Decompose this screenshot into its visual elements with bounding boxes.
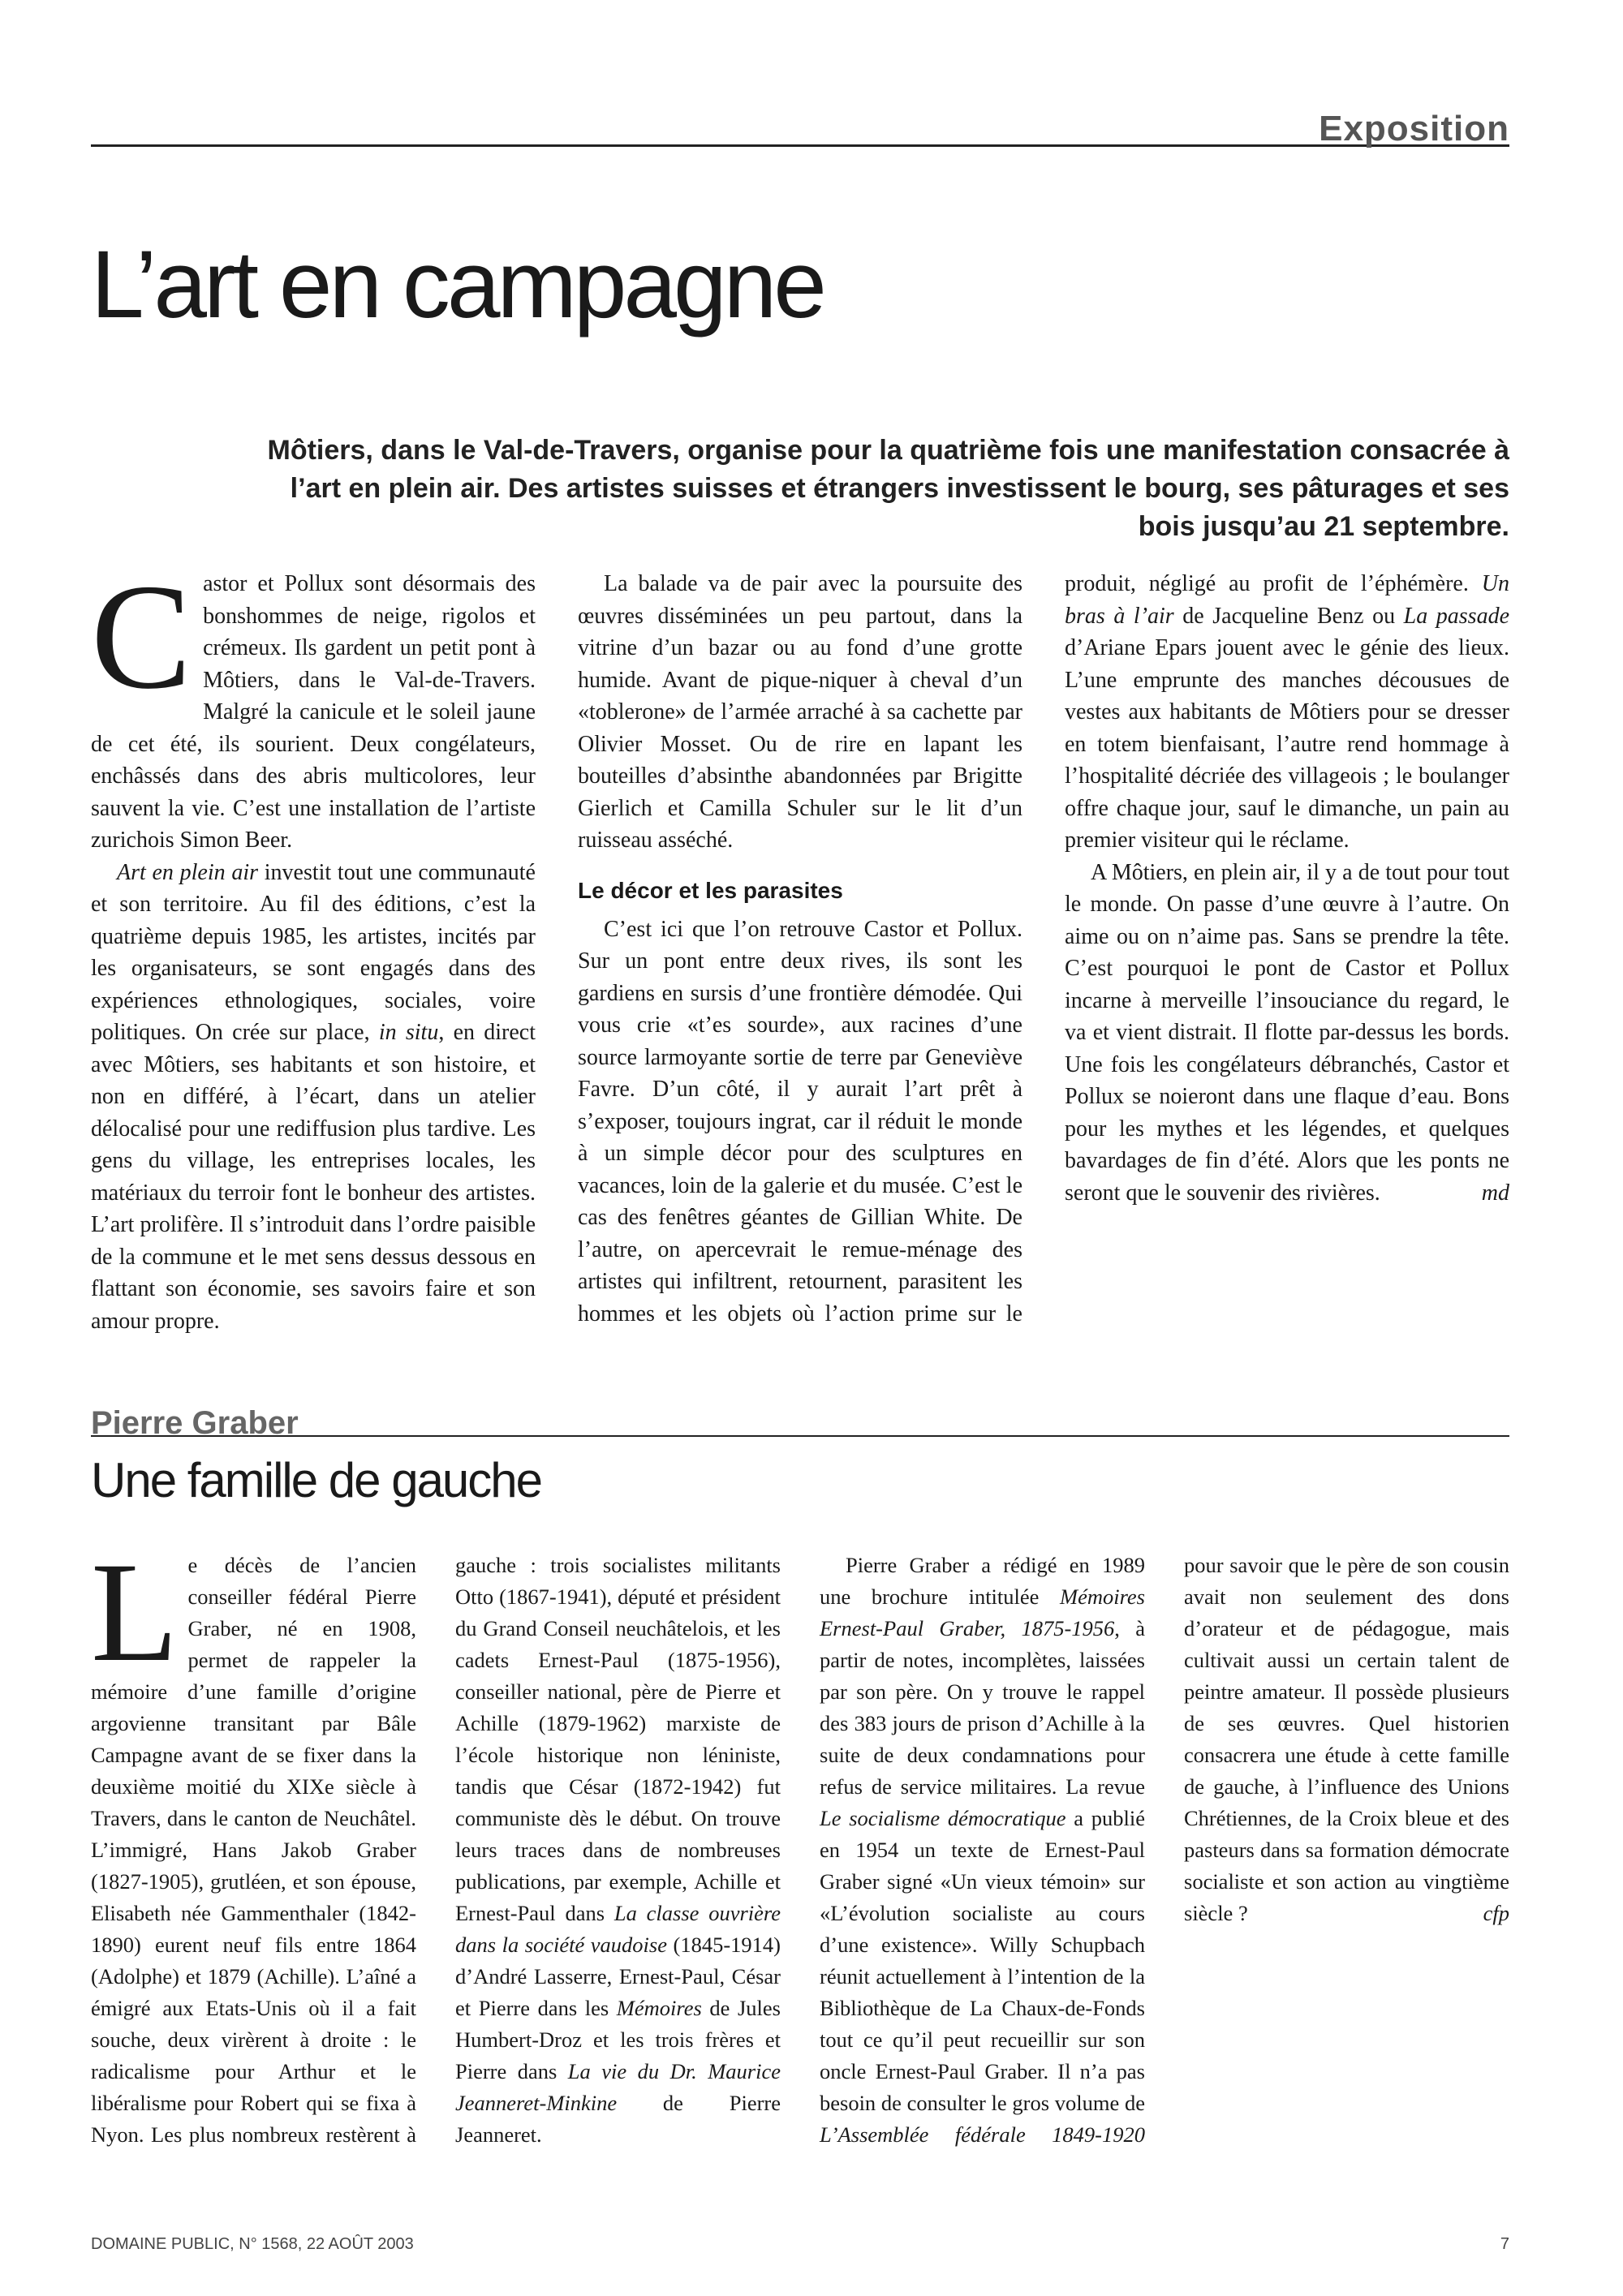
article-title: L’art en campagne bbox=[91, 231, 824, 338]
italic-text: Mémoires bbox=[616, 1996, 702, 2020]
section-header-2 bbox=[91, 1400, 1509, 1441]
paragraph-text: de Jacqueline Benz ou bbox=[1173, 603, 1404, 629]
italic-text: in situ bbox=[378, 1020, 439, 1045]
paragraph bbox=[91, 553, 536, 857]
author-signature: md bbox=[1481, 1180, 1509, 1206]
italic-text: L’Assemblée fédérale 1849-1920 bbox=[820, 2122, 1145, 2147]
section-header bbox=[91, 104, 1509, 147]
paragraph-text: La balade va de pair avec la poursuite des œuvres disséminées un peu partout, dans la vitrine d’un bazar ou au fond d’une grotte humide. Avant de pique-niquer à cheval d’un «toblerone» de l’armée arraché à sa cachette par Olivier Mosset. Ou de rire en lapant les bouteilles d’absinthe abandonnées par Brigitte Gierlich et Camilla Schuler sur le lit d’un ruisseau asséché. bbox=[578, 571, 1022, 853]
paragraph bbox=[1065, 857, 1509, 1210]
section-label: Exposition bbox=[1319, 109, 1509, 148]
paragraph bbox=[820, 1550, 1509, 2174]
section-label-2: Pierre Graber bbox=[91, 1405, 299, 1441]
paragraph-text: A Môtiers, en plein air, il y a de tout pour tout le monde. On passe d’une œuvre à l’autre. On aime ou on n’aime pas. Sans se prendre la tête. C’est pourquoi le pont de Castor et Pollux incarne à merveille l’insouciance du regard, le va et vient distrait. Il flotte par-dessus les bords. Une fois les congélateurs débranchés, Castor et Pollux se noieront dans une flaque d’eau. Bons pour les mythes et les légendes, et quelques bavardages de fin d’été. Alors que les ponts ne seront que le souvenir des rivières. bbox=[1065, 859, 1509, 1206]
paragraph-text: C’est ici que l’on retrouve Castor et Pollux. Sur un pont entre deux rives, ils sont les gardiens en sursis d’une frontière démodée. Qui vous crie «t’es sourde», aux racines d’une source larmoyante sortie de terre par Geneviève Favre. D’un côté, il y aurait l’art prêt à s’exposer, toujours ingrat, car il réduit le monde à un simple décor pour des sculptures en vacances, loin de la galerie et du musée. C’est le cas des fenêtres géantes de Gillian White. De l’autre, on apercevrait le remue-ménage des artistes qui infiltrent, retournent, parasitent les hommes et les objets où l’action prime sur le produit, négligé au profit de l’éphémère. bbox=[578, 571, 1482, 1326]
italic-text: Le socialisme démocratique bbox=[820, 1806, 1066, 1830]
publication-info: DOMAINE PUBLIC, N° 1568, 22 AOÛT 2003 bbox=[91, 2235, 414, 2253]
italic-text: La classe ouvrière dans la société vaudoise bbox=[455, 1901, 781, 1957]
paragraph-text: Pierre Graber a rédigé en 1989 une brochure intitulée bbox=[820, 1553, 1145, 1609]
paragraph-text: , à partir de notes, incomplètes, laissées par son père. On y trouve le rappel des 383 jours de prison d’Achille à la suite de deux condamnations pour refus de service militaires. La revue bbox=[820, 1616, 1146, 1799]
italic-text: La vie du Dr. Maurice Jeanneret-Minkine bbox=[455, 2059, 781, 2115]
italic-text: Un bras à l’air bbox=[1065, 571, 1509, 629]
article-title-2: Une famille de gauche bbox=[91, 1453, 542, 1507]
page-footer bbox=[91, 2235, 1509, 2254]
paragraph-text: , en direct avec Môtiers, ses habitants et son histoire, et non en différé, à l’écart, dans un atelier délocalisé pour une rediffusion plus tardive. Les gens du village, les entreprises locales, les matériaux du terroir font le bonheur des artistes. L’art prolifère. Il s’introduit dans l’ordre paisible de la commune et le met sens dessus dessous en flattant son économie, ses savoirs faire et son amour propre. bbox=[91, 1020, 536, 1334]
paragraph-text: de Pierre Jeanneret. bbox=[455, 2091, 781, 2147]
article-body bbox=[91, 553, 1509, 1355]
paragraph-text: de Jules Humbert-Droz et les trois frères et Pierre dans bbox=[455, 1996, 781, 2083]
dropcap: C bbox=[91, 553, 192, 720]
paragraph-text: investit tout une communauté et son territoire. Au fil des éditions, c’est la quatrième depuis 1985, les artistes, incités par les organisateurs, se sont engagés dans des expériences ethnologiques, sociales, voire politiques. On crée sur place, bbox=[91, 859, 536, 1045]
paragraph-text: a publié en 1954 un texte de Ernest-Paul Graber signé «Un vieux témoin» sur «L’évolution socialiste au cours d’une existence». Willy Schupbach réunit actuellement à l’intention de la Bibliothèque de La Chaux-de-Fonds tout ce qu’il peut recueillir sur son oncle Ernest-Paul Graber. Il n’a pas besoin de consulter le gros volume de bbox=[820, 1806, 1145, 2115]
italic-text: Art en plein air bbox=[117, 859, 259, 885]
paragraph-text: d’Ariane Epars jouent avec le génie des lieux. L’une emprunte des manches décousues de vestes aux habitants de Môtiers pour se dresser en totem bienfaisant, l’autre rend hommage à l’hospitalité décriée des villageois ; le boulanger offre chaque jour, sauf le dimanche, un pain au premier visiteur qui le réclame. bbox=[1065, 635, 1509, 853]
italic-text: Mémoires Ernest-Paul Graber, 1875-1956 bbox=[820, 1584, 1145, 1640]
paragraph bbox=[91, 857, 536, 1338]
subheading: Le décor et les parasites bbox=[578, 877, 843, 903]
paragraph-text: pour savoir que le père de son cousin avait non seulement des dons d’orateur et de pédagogue, mais cultivait aussi un certain talent de peintre amateur. Il possède plusieurs de ses œuvres. Quel historien consacrera une étude à cette famille de gauche, à l’influence des Unions Chrétiennes, de la Croix bleue et des pasteurs dans sa formation démocrate socialiste et son action au vingtième siècle ? bbox=[1184, 1553, 1509, 1925]
article-body-2 bbox=[91, 1533, 1509, 2174]
paragraph bbox=[578, 568, 1022, 857]
paragraph-text: (1845-1914) d’André Lasserre, Ernest-Paul, César et Pierre dans les bbox=[455, 1933, 781, 2020]
paragraph bbox=[91, 1533, 781, 2174]
page-number: 7 bbox=[1500, 2235, 1509, 2253]
article-lead: Môtiers, dans le Val-de-Travers, organise pour la quatrième fois une manifestation consacrée à l’art en plein air. Des artistes suisses et étrangers investissent le bourg, ses pâturages et ses bois jusqu’au 21 septembre. bbox=[267, 435, 1509, 542]
italic-text: La passade bbox=[1403, 603, 1509, 629]
paragraph-text: astor et Pollux sont désormais des bonshommes de neige, rigolos et crémeux. Ils gardent un petit pont à Môtiers, dans le Val-de-Travers. Malgré la canicule et le soleil jaune de cet été, ils sourient. Deux congélateurs, enchâssés dans des abris multicolores, leur sauvent la vie. C’est une installation de l’artiste zurichois Simon Beer. bbox=[91, 571, 536, 853]
dropcap: L bbox=[91, 1533, 179, 1692]
paragraph-text: e décès de l’ancien conseiller fédéral Pierre Graber, né en 1908, permet de rappeler la mémoire d’une famille d’origine argovienne transitant par Bâle Campagne avant de se fixer dans la deuxième moitié du XIXe siècle à Travers, dans le canton de Neuchâtel. L’immigré, Hans Jakob Graber (1827-1905), grutléen, et son épouse, Elisabeth née Gammenthaler (1842-1890) eurent neuf fils entre 1864 (Adolphe) et 1879 (Achille). L’aîné a émigré aux Etats-Unis où il a fait souche, deux virèrent à droite : le radicalisme pour Arthur et le libéralisme pour Robert qui se fixa à Nyon. Les plus nombreux restèrent à gauche : trois socialistes militants Otto (1867-1941), député et président du Grand Conseil neuchâtelois, et les cadets Ernest-Paul (1875-1956), conseiller national, père de Pierre et Achille (1879-1962) marxiste de l’école historique non léniniste, tandis que César (1872-1942) fut communiste dès le début. On trouve leurs traces dans de nombreuses publications, par exemple, Achille et Ernest-Paul dans bbox=[91, 1553, 781, 2147]
author-signature: cfp bbox=[1483, 1901, 1509, 1925]
